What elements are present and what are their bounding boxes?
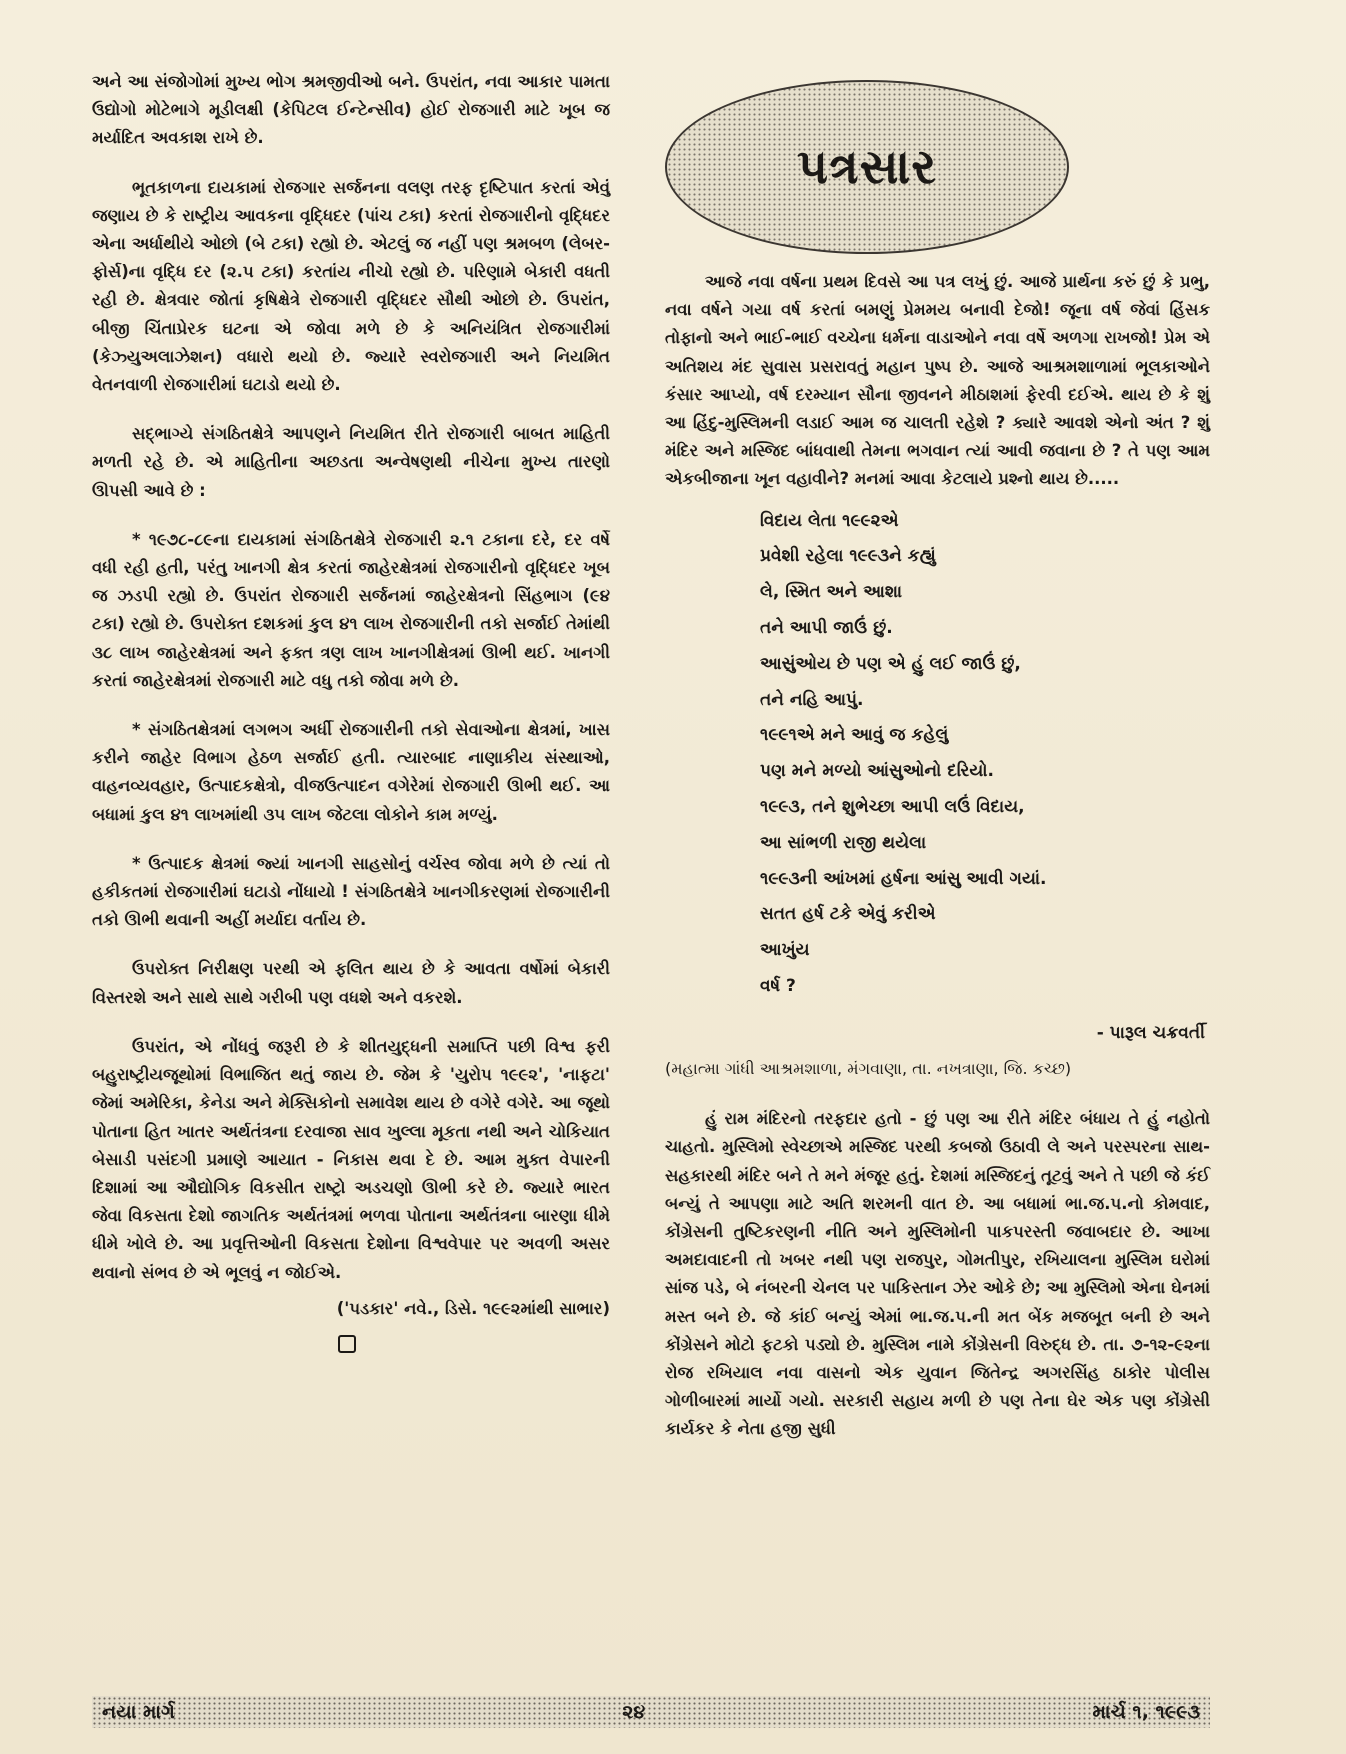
poem-line: વિદાય લેતા ૧૯૯૨એ [760, 510, 899, 531]
letters-column [665, 268, 1210, 1465]
paragraph: ઉપરાંત, એ નોંધવું જરૂરી છે કે શીતયુદ્ધની સમાપ્તિ પછી વિશ્વ ફરી બહુરાષ્ટ્રીયજૂથોમાં વિભાજિત થતું જાય છે. જેમ કે 'યુરોપ ૧૯૯૨', 'નાફટા' જેમાં અમેરિકા, કેનેડા અને મેક્સિકોનો સમાવેશ થાય છે વગેરે વગેરે. આ જૂથો પોતાના હિત ખાતર અર્થતંત્રના દરવાજા સાવ ખુલ્લા મૂકતા નથી અને ચોકિયાત બેસાડી પસંદગી પ્રમાણે આયાત - નિકાસ થવા દે છે. આમ મુક્ત વેપારની દિશામાં આ ઔદ્યોગિક વિકસીત રાષ્ટ્રો અડચણો ઊભી કરે છે. જ્યારે ભારત જેવા વિકસતા દેશો જાગતિક અર્થતંત્રમાં ભળવા પોતાના અર્થતંત્રના બારણા ધીમે ધીમે ખોલે છે. આ પ્રવૃત્તિઓની વિકસતા દેશોના વિશ્વવેપાર પર અવળી અસર થવાનો સંભવ છે એ ભૂલવું ન જોઈએ. [92, 1036, 610, 1282]
poem-line: ૧૯૯૩, તને શુભેચ્છા આપી લઉં વિદાય, [760, 797, 1025, 817]
poem-line: તને નહિ આપું. [760, 689, 864, 710]
poem [760, 504, 1210, 1005]
poem-line: ૧૯૯૩ની આંખમાં હર્ષના આંસુ આવી ગયાં. [760, 868, 1047, 889]
bullet-paragraph: * ૧૯૭૮-૮૯ના દાયકામાં સંગઠિતક્ષેત્રે રોજગારી ૨.૧ ટકાના દરે, દર વર્ષે વધી રહી હતી, પરંતુ ખાનગી ક્ષેત્ર કરતાં જાહેરક્ષેત્રમાં રોજગારીનો વૃદ્ધિદર ખૂબ જ ઝડપી રહ્યો છે. ઉપરાંત રોજગારી સર્જનમાં જાહેરક્ષેત્રનો સિંહભાગ (૯૪ ટકા) રહ્યો છે. ઉપરોક્ત દશકમાં કુલ ૪૧ લાખ રોજગારીની તકો સર્જાઈ તેમાંથી ૩૮ લાખ જાહેરક્ષેત્રમાં અને ફક્ત ત્રણ લાખ ખાનગીક્ષેત્રમાં ઊભી થઈ. ખાનગી કરતાં જાહેરક્ષેત્રમાં રોજગારી માટે વધુ તકો જોવા મળે છે. [92, 529, 610, 690]
section-title-badge [665, 80, 1069, 254]
paragraph: ભૂતકાળના દાયકામાં રોજગાર સર્જનના વલણ તરફ દૃષ્ટિપાત કરતાં એવું જણાય છે કે રાષ્ટ્રીય આવકના વૃદ્ધિદર (પાંચ ટકા) કરતાં રોજગારીનો વૃદ્ધિદર એના અર્ધાથીયે ઓછો (બે ટકા) રહ્યો છે. એટલું જ નહીં પણ શ્રમબળ (લેબર-ફોર્સ)ના વૃદ્ધિ દર (૨.૫ ટકા) કરતાંય નીચો રહ્યો છે. પરિણામે બેકારી વધતી રહી છે. ક્ષેત્રવાર જોતાં કૃષિક્ષેત્રે રોજગારી વૃદ્ધિદર સૌથી ઓછો છે. ઉપરાંત, બીજી ચિંતાપ્રેરક ઘટના એ જોવા મળે છે કે અનિયંત્રિત રોજગારીમાં (કેઝ્યુઅલાઝેશન) વધારો થયો છે. જ્યારે સ્વરોજગારી અને નિયમિત વેતનવાળી રોજગારીમાં ઘટાડો થયો છે. [92, 177, 610, 395]
article-column [92, 68, 610, 1353]
issue-date: માર્ચ ૧, ૧૯૯૩ [1092, 1701, 1200, 1723]
end-of-article-icon [338, 1335, 356, 1353]
bullet-paragraph: * સંગઠિતક્ષેત્રમાં લગભગ અર્ધી રોજગારીની તકો સેવાઓના ક્ષેત્રમાં, ખાસ કરીને જાહેર વિભાગ હેઠળ સર્જાઈ હતી. ત્યારબાદ નાણાકીય સંસ્થાઓ, વાહનવ્યવહાર, ઉત્પાદકક્ષેત્રો, વીજઉત્પાદન વગેરેમાં રોજગારી ઊભી થઈ. આ બધામાં કુલ ૪૧ લાખમાંથી ૩૫ લાખ જેટલા લોકોને કામ મળ્યું. [92, 720, 610, 824]
poem-line: આસુંઓય છે પણ એ હું લઈ જાઉં છું, [760, 653, 1021, 674]
poem-line: આખુંય [760, 940, 810, 961]
poem-line: પ્રવેશી રહેલા ૧૯૯૩ને કહ્યું [760, 546, 936, 567]
poem-line: વર્ષ ? [760, 975, 796, 996]
page-footer [92, 1696, 1210, 1728]
letter-paragraph: આજે નવા વર્ષના પ્રથમ દિવસે આ પત્ર લખું છું. આજે પ્રાર્થના કરું છું કે પ્રભુ, નવા વર્ષને ગયા વર્ષ કરતાં બમણું પ્રેમમય બનાવી દેજો! જૂના વર્ષ જેવાં હિંસક તોફાનો અને ભાઈ-ભાઈ વચ્ચેના ધર્મના વાડાઓને નવા વર્ષે અળગા રાખજો! પ્રેમ એ અતિશય મંદ સુવાસ પ્રસરાવતું મહાન પુષ્પ છે. આજે આશ્રમશાળામાં ભૂલકાઓને કંસાર આપ્યો, વર્ષ દરમ્યાન સૌના જીવનને મીઠાશમાં ફેરવી દઈએ. થાય છે કે શું આ હિંદુ-મુસ્લિમની લડાઈ આમ જ ચાલતી રહેશે ? ક્યારે આવશે એનો અંત ? શું મંદિર અને મસ્જિદ બાંધવાથી તેમના ભગવાન ત્યાં આવી જવાના છે ? તે પણ આમ એકબીજાના ખૂન વહાવીને? મનમાં આવા કેટલાયે પ્રશ્નો થાય છે..... [665, 272, 1210, 489]
poem-line: આ સાંભળી રાજી થયેલા [760, 832, 927, 853]
poem-line: સતત હર્ષ ટકે એવું કરીએ [760, 904, 936, 925]
poem-line: તને આપી જાઉં છું. [760, 618, 893, 639]
poem-line: ૧૯૯૧એ મને આવું જ કહેલું [760, 725, 949, 746]
poem-line: પણ મને મળ્યો આંસુઓનો દરિયો. [760, 761, 994, 782]
paragraph: સદ્ભાગ્યે સંગઠિતક્ષેત્રે આપણને નિયમિત રીતે રોજગારી બાબત માહિતી મળતી રહે છે. એ માહિતીના અછડતા અન્વેષણથી નીચેના મુખ્ય તારણો ઊપસી આવે છે : [92, 424, 610, 500]
poem-line: લે, સ્મિત અને આશા [760, 582, 903, 603]
section-title: પત્રસાર [796, 138, 938, 195]
paragraph: અને આ સંજોગોમાં મુખ્ય ભોગ શ્રમજીવીઓ બને. ઉપરાંત, નવા આકાર પામતા ઉદ્યોગો મોટેભાગે મૂડીલક્ષી (કેપિટલ ઈન્ટેન્સીવ) હોઈ રોજગારી માટે ખૂબ જ મર્યાદિત અવકાશ રાખે છે. [92, 72, 610, 148]
magazine-name: નયા માર્ગ [102, 1701, 175, 1723]
author-signature: - પારૂલ ચક્રવર્તી [1096, 1022, 1205, 1043]
source-credit: ('પડકાર' નવે., ડિસે. ૧૯૯૨માંથી સાભાર) [336, 1298, 610, 1318]
page-number: ૨૪ [622, 1701, 646, 1723]
author-address: (મહાત્મા ગાંધી આશ્રમશાળા, મંગવાણા, તા. નખત્રાણા, જિ. કચ્છ) [665, 1058, 1072, 1078]
bullet-paragraph: * ઉત્પાદક ક્ષેત્રમાં જ્યાં ખાનગી સાહસોનું વર્ચસ્વ જોવા મળે છે ત્યાં તો હકીકતમાં રોજગારીમાં ઘટાડો નોંધાયો ! સંગઠિતક્ષેત્રે ખાનગીકરણમાં રોજગારીની તકો ઊભી થવાની અહીં મર્યાદા વર્તાય છે. [92, 853, 610, 930]
letter-paragraph: હું રામ મંદિરનો તરફદાર હતો - છું પણ આ રીતે મંદિર બંધાય તે હું નહોતો ચાહતો. મુસ્લિમો સ્વેચ્છાએ મસ્જિદ પરથી કબજો ઉઠાવી લે અને પરસ્પરના સાથ-સહકારથી મંદિર બને તે મને મંજૂર હતું. દેશમાં મસ્જિદનું તૂટવું અને તે પછી જે કંઈ બન્યું તે આપણા માટે અતિ શરમની વાત છે. આ બધામાં ભા.જ.પ.નો કોમવાદ, કોંગ્રેસની તુષ્ટિકરણની નીતિ અને મુસ્લિમોની પાકપરસ્તી જવાબદાર છે. આખા અમદાવાદની તો ખબર નથી પણ રાજપુર, ગોમતીપુર, રખિયાલના મુસ્લિમ ઘરોમાં સાંજ પડે, બે નંબરની ચેનલ પર પાકિસ્તાન ઝેર ઓકે છે; આ મુસ્લિમો એના ઘેનમાં મસ્ત બને છે. જે કાંઈ બન્યું એમાં ભા.જ.પ.ની મત બેંક મજબૂત બની છે અને કોંગ્રેસને મોટો ફટકો પડ્યો છે. મુસ્લિમ નામે કોંગ્રેસની વિરુદ્ધ છે. તા. ૭-૧૨-૯૨ના રોજ રખિયાલ નવા વાસનો એક યુવાન જિતેન્દ્ર અગરસિંહ ઠાકોર પોલીસ ગોળીબારમાં માર્યો ગયો. સરકારી સહાય મળી છે પણ તેના ઘેર એક પણ કોંગ્રેસી કાર્યકર કે નેતા હજી સુધી [665, 1109, 1210, 1439]
paragraph: ઉપરોક્ત નિરીક્ષણ પરથી એ ફલિત થાય છે કે આવતા વર્ષોમાં બેકારી વિસ્તરશે અને સાથે સાથે ગરીબી પણ વધશે અને વકરશે. [92, 959, 610, 1007]
